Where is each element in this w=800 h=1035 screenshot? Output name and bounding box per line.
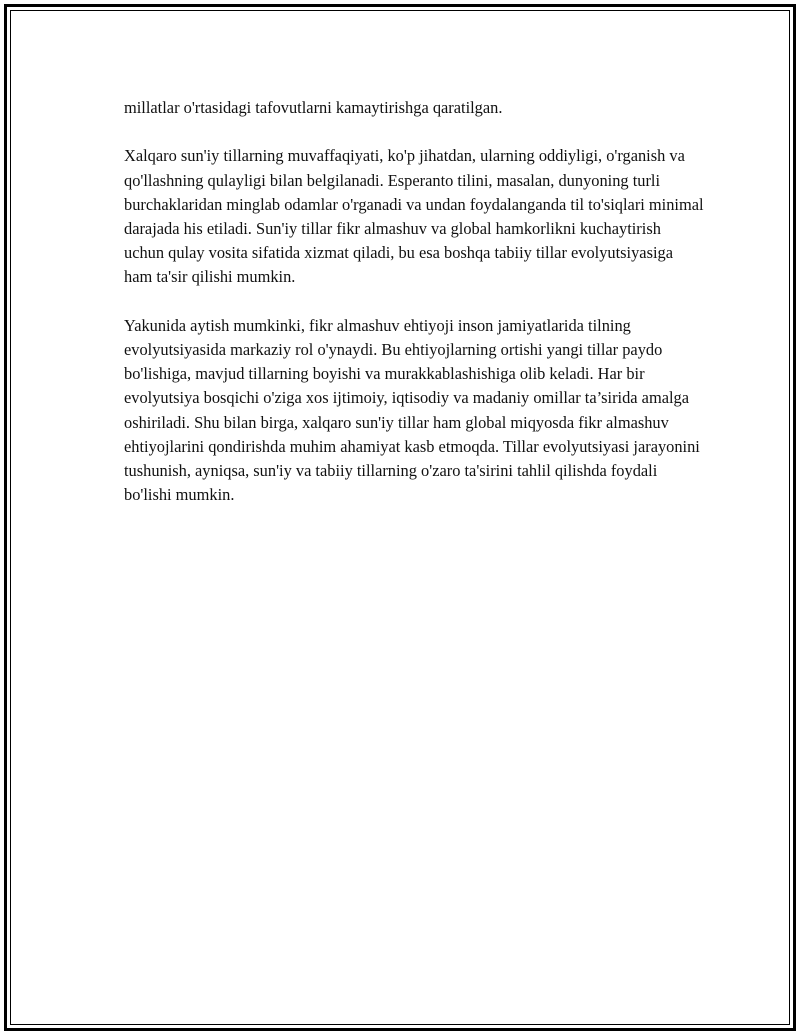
paragraph-3: Yakunida aytish mumkinki, fikr almashuv ehtiyoji inson jamiyatlarida tilning evolyutsiyasida markaziy rol o'ynaydi. Bu ehtiyojlarning ortishi yangi tillar paydo bo'lishiga, mavjud tillarning boyishi va murakkablashishiga olib keladi. Har bir evolyutsiya bosqichi o'ziga xos ijtimoiy, iqtisodiy va madaniy omillar ta’sirida amalga oshiriladi. Shu bilan birga, xalqaro sun'iy tillar ham global miqyosda fikr almashuv ehtiyojlarini qondirishda muhim ahamiyat kasb etmoqda. Tillar evolyutsiyasi jarayonini tushunish, ayniqsa, sun'iy va tabiiy tillarning o'zaro ta'sirini tahlil qilishda foydali bo'lishi mumkin.	[124, 315, 700, 505]
paragraph-1: millatlar o'rtasidagi tafovutlarni kamaytirishga qaratilgan.	[124, 98, 503, 117]
paragraph-2: Xalqaro sun'iy tillarning muvaffaqiyati, ko'p jihatdan, ularning oddiyligi, o'rganish va qo'llashning qulayligi bilan belgilanadi. Esperanto tilini, masalan, dunyoning turli burchaklaridan minglab odamlar o'rganadi va undan foydalanganda til to'siqlari minimal darajada his etiladi. Sun'iy tillar fikr almashuv va global hamkorlikni kuchaytirish uchun qulay vosita sifatida xizmat qiladi, bu esa boshqa tabiiy tillar evolyutsiyasiga ham ta'sir qilishi mumkin.	[124, 146, 704, 287]
page-border	[4, 4, 796, 1031]
document-body	[124, 96, 704, 532]
